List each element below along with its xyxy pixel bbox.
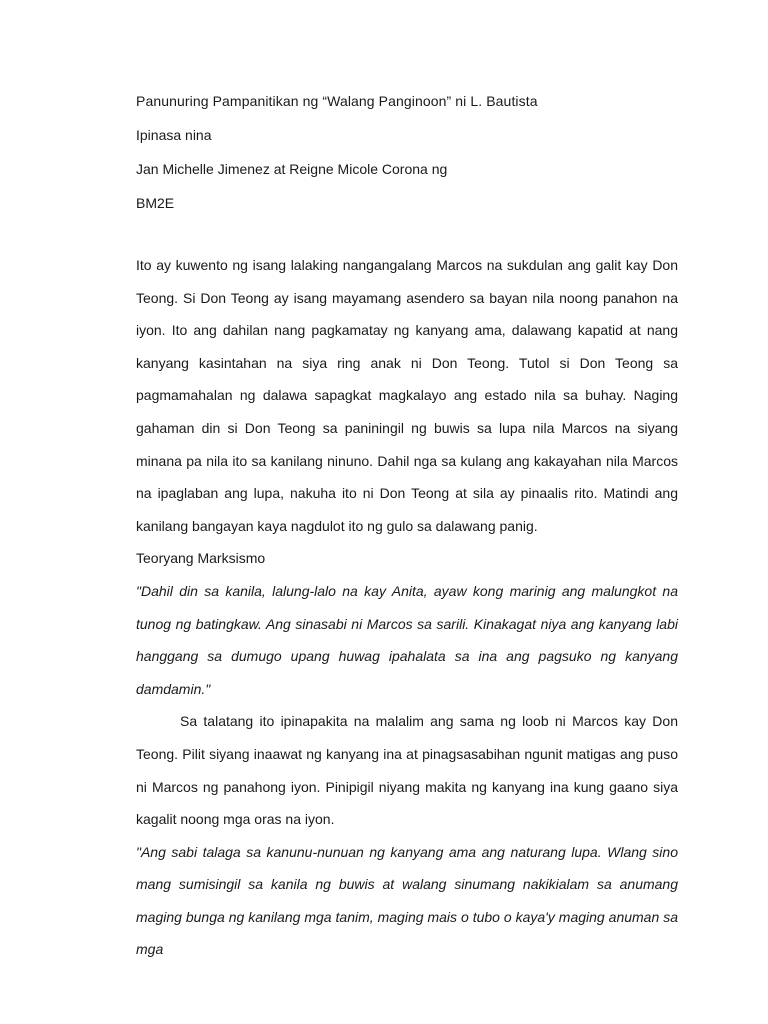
section-line: BM2E bbox=[136, 195, 175, 211]
document-header bbox=[136, 92, 538, 213]
submitted-by-line: Ipinasa nina bbox=[136, 127, 212, 143]
authors-line: Jan Michelle Jimenez at Reigne Micole Corona ng bbox=[136, 161, 448, 177]
document-title: Panunuring Pampanitikan ng “Walang Panginoon” ni L. Bautista bbox=[136, 93, 538, 109]
quote-paragraph-2: "Ang sabi talaga sa kanunu-nunuan ng kanyang ama ang naturang lupa. Wlang sino mang sumisingil sa kanila ng buwis at walang sinumang nakikialam sa anumang maging bunga ng kanilang mga tanim, maging mais o tubo o kaya'y maging anuman sa mga bbox=[136, 843, 678, 958]
quote-paragraph-1: "Dahil din sa kanila, lalung-lalo na kay Anita, ayaw kong marinig ang malungkot na tunog ng batingkaw. Ang sinasabi ni Marcos sa sarili. Kinakagat niya ang kanyang labi hanggang sa dumugo upang huwag ipahalata sa ina ang pagsuko ng kanyang damdamin." bbox=[136, 582, 678, 697]
theory-heading: Teoryang Marksismo bbox=[136, 550, 266, 567]
analysis-paragraph-1: Sa talatang ito ipinapakita na malalim ang sama ng loob ni Marcos kay Don Teong. Pilit siyang inaawat ng kanyang ina at pinagsasabihan ngunit matigas ang puso ni Marcos ng panahong iyon. Pinipigil niyang makita ng kanyang ina kung gaano siya kagalit noong mga oras na iyon. bbox=[136, 713, 678, 828]
document-body bbox=[136, 249, 678, 966]
summary-paragraph: Ito ay kuwento ng isang lalaking nangangalang Marcos na sukdulan ang galit kay Don Teong. Si Don Teong ay isang mayamang asendero sa bayan nila noong panahon na iyon. Ito ang dahilan nang pagkamatay ng kanyang ama, dalawang kapatid at nang kanyang kasintahan na siya ring anak ni Don Teong. Tutol si Don Teong sa pagmamahalan ng dalawa sapagkat magkalayo ang estado nila sa buhay. Naging gahaman din si Don Teong sa paniningil ng buwis sa lupa nila Marcos na siyang minana pa nila ito sa kanilang ninuno. Dahil nga sa kulang ang kakayahan nila Marcos na ipaglaban ang lupa, nakuha ito ni Don Teong at sila ay pinaalis rito. Matindi ang kanilang bangayan kaya nagdulot ito ng gulo sa dalawang panig. bbox=[136, 257, 678, 534]
